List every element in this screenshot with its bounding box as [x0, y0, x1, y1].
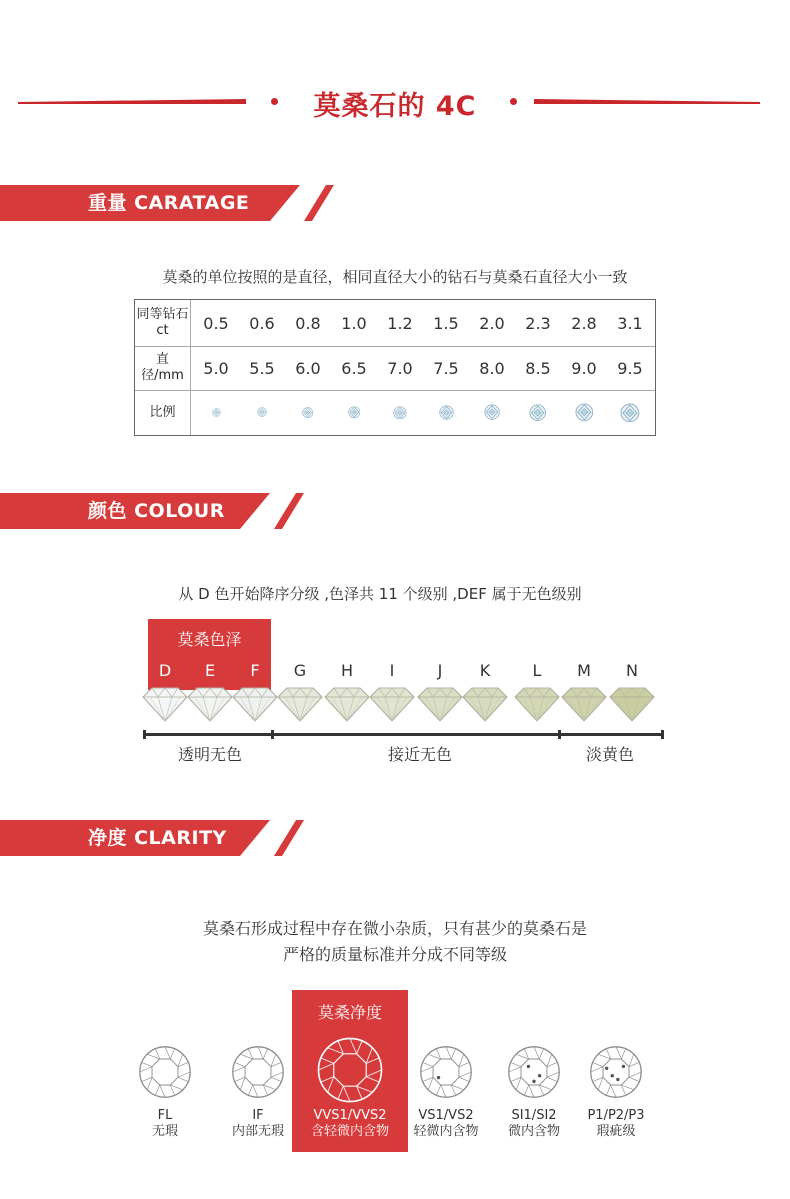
clarity-caption-line1: 莫桑石形成过程中存在微小杂质，只有甚少的莫桑石是 — [202, 919, 587, 938]
colour-banner — [0, 493, 310, 529]
row-head-mm: 直径/mm — [135, 346, 191, 390]
grade-letter: D — [158, 661, 172, 680]
clarity-grade-desc: 内部无瑕 — [231, 1124, 284, 1139]
mm-value: 8.5 — [525, 358, 551, 378]
gem-cells — [191, 403, 655, 423]
ct-value: 3.1 — [617, 313, 643, 333]
mm-value: 7.0 — [387, 358, 413, 378]
carat-banner — [0, 185, 340, 221]
diamond-icon — [232, 686, 278, 722]
scale-tick — [143, 730, 146, 739]
diamond-icon — [514, 686, 560, 722]
diamond-icon — [277, 686, 323, 722]
table-row-scale — [135, 390, 655, 435]
mm-value: 6.5 — [341, 358, 367, 378]
title-divider-right — [534, 99, 760, 104]
scale-tick — [271, 730, 274, 739]
clarity-grade-desc: 瑕疵级 — [596, 1124, 636, 1139]
clarity-grade-label — [401, 1108, 491, 1140]
table-row-mm — [135, 346, 655, 391]
grade-letter: N — [626, 661, 638, 680]
mm-value: 5.0 — [203, 358, 229, 378]
ct-value: 0.8 — [295, 313, 321, 333]
diamond-icon — [142, 686, 188, 722]
diamond-scale-icon — [331, 406, 377, 419]
diamond-scale-icon — [193, 408, 239, 417]
clarity-grade-code: SI1/SI2 — [511, 1108, 557, 1123]
mm-value: 8.0 — [479, 358, 505, 378]
diamond-icon — [324, 686, 370, 722]
diamond-icon — [462, 686, 508, 722]
grade-letter: K — [479, 661, 491, 680]
group-label-light-yellow: 淡黄色 — [585, 745, 634, 764]
ct-value: 1.2 — [387, 313, 413, 333]
grade-letter: L — [532, 661, 542, 680]
clarity-gem-icon — [137, 1044, 193, 1100]
row-head-ct: 同等钻石ct — [135, 300, 191, 346]
clarity-gem-icon — [230, 1044, 286, 1100]
diamond-scale-icon — [561, 403, 607, 422]
ct-value: 1.5 — [433, 313, 459, 333]
diamond-scale-icon — [469, 404, 515, 420]
scale-tick — [558, 730, 561, 739]
mm-value: 9.0 — [571, 358, 597, 378]
page-title: 莫桑石的 4C — [313, 91, 477, 122]
clarity-grade-label — [571, 1108, 661, 1140]
ct-value: 0.5 — [203, 313, 229, 333]
scale-tick — [661, 730, 664, 739]
ct-value: 2.3 — [525, 313, 551, 333]
clarity-gem-icon — [588, 1044, 644, 1100]
clarity-grade-desc: 无瑕 — [151, 1124, 178, 1139]
mm-value: 6.0 — [295, 358, 321, 378]
diamond-scale-icon — [515, 404, 561, 421]
clarity-grade-code: IF — [252, 1108, 264, 1123]
title-divider-left — [18, 99, 246, 104]
carat-caption: 莫桑的单位按照的是直径，相同直径大小的钻石与莫桑石直径大小一致 — [162, 268, 628, 286]
diamond-scale-icon — [423, 405, 469, 420]
clarity-grade-label — [120, 1108, 210, 1140]
grade-letter: J — [437, 661, 443, 680]
grade-letter: G — [293, 661, 307, 680]
ct-cells — [191, 314, 655, 333]
diamond-icon — [369, 686, 415, 722]
clarity-grade-label — [489, 1108, 579, 1140]
clarity-grade-desc: 含轻微内含物 — [310, 1124, 389, 1139]
clarity-grade-desc: 轻微内含物 — [413, 1124, 479, 1139]
clarity-grade-label — [305, 1108, 395, 1140]
row-head-scale: 比例 — [135, 390, 191, 435]
mm-value: 7.5 — [433, 358, 459, 378]
diamond-scale-icon — [377, 406, 423, 420]
carat-table — [134, 299, 656, 436]
diamond-icon — [561, 686, 607, 722]
diamond-icon — [609, 686, 655, 722]
clarity-gem-icon — [506, 1044, 562, 1100]
group-label-colorless: 透明无色 — [177, 745, 242, 764]
mm-cells — [191, 359, 655, 378]
grade-letter: M — [577, 661, 591, 680]
ct-value: 2.0 — [479, 313, 505, 333]
diamond-icon — [187, 686, 233, 722]
ct-value: 1.0 — [341, 313, 367, 333]
clarity-grade-code: P1/P2/P3 — [587, 1108, 645, 1123]
diamond-scale-icon — [607, 403, 653, 423]
diamond-icon — [417, 686, 463, 722]
table-row-ct — [135, 300, 655, 347]
ct-value: 2.8 — [571, 313, 597, 333]
colour-scale-line — [145, 733, 663, 736]
grade-letter: I — [389, 661, 395, 680]
mm-value: 5.5 — [249, 358, 275, 378]
diamond-scale-icon — [239, 407, 285, 417]
clarity-banner — [0, 820, 310, 856]
title-dot-left — [271, 98, 278, 105]
title-dot-right — [510, 98, 517, 105]
diamond-scale-icon — [285, 407, 331, 418]
carat-banner-label: 重量 CARATAGE — [88, 192, 250, 214]
grade-letter: F — [250, 661, 260, 680]
colour-highlight-title: 莫桑色泽 — [177, 630, 242, 649]
clarity-grade-code: VVS1/VVS2 — [313, 1108, 387, 1123]
grade-letter: H — [340, 661, 354, 680]
clarity-grade-desc: 微内含物 — [507, 1124, 560, 1139]
mm-value: 9.5 — [617, 358, 643, 378]
clarity-grade-code: VS1/VS2 — [418, 1108, 474, 1123]
grade-letter: E — [204, 661, 216, 680]
clarity-banner-label: 净度 CLARITY — [88, 827, 227, 849]
clarity-grade-code: FL — [157, 1108, 173, 1123]
clarity-gem-icon — [315, 1035, 385, 1105]
ct-value: 0.6 — [249, 313, 275, 333]
colour-banner-label: 颜色 COLOUR — [88, 500, 225, 522]
group-label-near-colorless: 接近无色 — [387, 745, 452, 764]
clarity-highlight-title: 莫桑净度 — [317, 1003, 382, 1022]
colour-caption: 从 D 色开始降序分级 ,色泽共 11 个级别 ,DEF 属于无色级别 — [178, 585, 582, 603]
clarity-caption-line2: 严格的质量标准并分成不同等级 — [282, 945, 507, 964]
clarity-gem-icon — [418, 1044, 474, 1100]
clarity-grade-label — [213, 1108, 303, 1140]
